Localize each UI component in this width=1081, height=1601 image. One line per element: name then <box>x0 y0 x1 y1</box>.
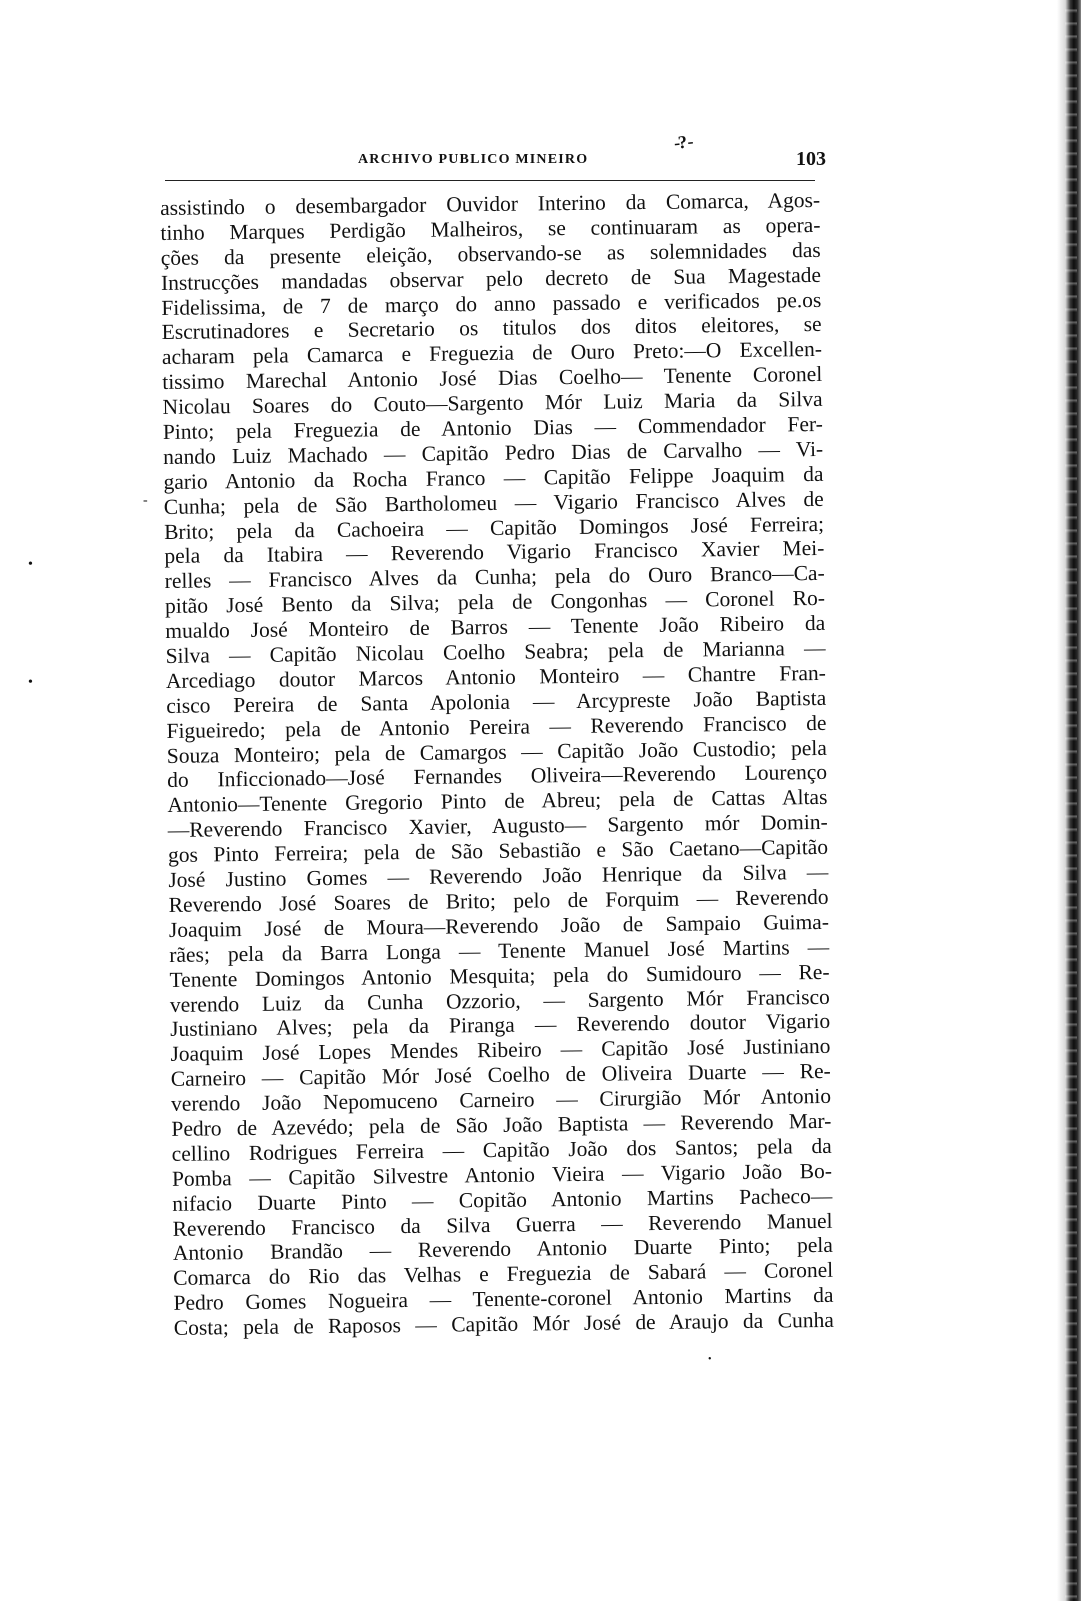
text-line: cisco Pereira de Santa Apolonia — Arcypreste João Baptista <box>166 685 827 718</box>
text-line: Carneiro — Capitão Mór José Coelho de Oliveira Duarte — Re- <box>170 1059 831 1092</box>
text-line: Souza Monteiro; pela de Camargos — Capitão João Custodio; pela <box>166 735 827 768</box>
text-line: gos Pinto Ferreira; pela de São Sebastião e São Caetano—Capitão <box>167 835 829 868</box>
text-line: Pomba — Capitão Silvestre Antonio Vieira — Vigario João Bo- <box>171 1158 833 1191</box>
text-line: nifacio Duarte Pinto — Copitão Antonio Martins Pacheco— <box>172 1183 833 1216</box>
margin-tick: - <box>143 493 148 508</box>
text-line: acharam pela Camarca e Freguezia de Ouro Preto:—O Excellen- <box>161 337 823 370</box>
text-line: Pedro Gomes Nogueira — Tenente-coronel Antonio Martins da <box>173 1283 834 1316</box>
text-line: José Justino Gomes — Reverendo João Henrique da Silva — <box>168 859 829 892</box>
text-line: tinho Marques Perdigão Malheiros, se continuaram as opera- <box>160 212 821 245</box>
margin-bullet: • <box>28 675 33 690</box>
page-number: 103 <box>796 148 826 170</box>
running-title: ARCHIVO PUBLICO MINEIRO <box>358 152 589 167</box>
binding-edge-texture <box>1065 0 1077 1601</box>
text-line: Costa; pela de Raposos — Capitão Mór José de Araujo da Cunha <box>173 1307 834 1340</box>
text-line: rães; pela da Barra Longa — Tenente Manuel José Martins — <box>169 934 830 967</box>
text-line: Arcediago doutor Marcos Antonio Monteiro — Chantre Fran- <box>165 660 827 693</box>
text-line: mualdo José Monteiro de Barros — Tenente João Ribeiro da <box>165 611 826 644</box>
text-line: Antonio Brandão — Reverendo Antonio Duarte Pinto; pela <box>172 1233 834 1266</box>
header-rule <box>165 180 815 181</box>
text-line: relles — Francisco Alves da Cunha; pela do Ouro Branco—Ca- <box>164 561 825 594</box>
text-line: tissimo Marechal Antonio José Dias Coelho— Tenente Coronel <box>162 362 823 395</box>
text-line: do Inficcionado—José Fernandes Oliveira—Reverendo Lourenço <box>166 760 828 793</box>
text-line: verendo João Nepomuceno Carneiro — Cirurgião Mór Antonio <box>170 1083 832 1116</box>
text-line: verendo Luiz da Cunha Ozzorio, — Sargento Mór Francisco <box>169 984 830 1017</box>
text-line: Nicolau Soares do Couto—Sargento Mór Luiz Maria da Silva <box>162 387 823 420</box>
text-line: pitão José Bento da Silva; pela de Congonhas — Coronel Ro- <box>164 586 826 619</box>
text-line: cellino Rodrigues Ferreira — Capitão João dos Santos; pela da <box>171 1133 832 1166</box>
text-line: Instrucções mandadas observar pelo decreto de Sua Magestade <box>160 262 822 295</box>
text-line: Antonio—Tenente Gregorio Pinto de Abreu; pela de Cattas Altas <box>167 785 828 818</box>
text-line: Reverendo Francisco da Silva Guerra — Reverendo Manuel <box>172 1208 833 1241</box>
text-line: Pedro de Azevédo; pela de São João Baptista — Reverendo Mar- <box>171 1108 832 1141</box>
text-line: Joaquim José Lopes Mendes Ribeiro — Capitão José Justiniano <box>170 1034 831 1067</box>
text-line: assistindo o desembargador Ouvidor Interino da Comarca, Agos- <box>160 187 821 220</box>
text-line: —Reverendo Francisco Xavier, Augusto— Sargento mór Domin- <box>167 810 828 843</box>
margin-bullet: • <box>28 557 33 572</box>
text-line: Silva — Capitão Nicolau Coelho Seabra; pela de Marianna — <box>165 635 826 668</box>
handwritten-mark: -? - <box>672 131 693 153</box>
text-line: Brito; pela da Cachoeira — Capitão Domingos José Ferreira; <box>163 511 825 544</box>
body-text <box>160 188 834 1341</box>
text-line: Pinto; pela Freguezia de Antonio Dias — Commendador Fer- <box>162 411 823 444</box>
text-line: Cunha; pela de São Bartholomeu — Vigario Francisco Alves de <box>163 486 824 519</box>
text-line: ções da presente eleição, observando-se as solemnidades das <box>160 237 821 270</box>
text-line: pela da Itabira — Reverendo Vigario Francisco Xavier Mei- <box>164 536 825 569</box>
text-line: nando Luiz Machado — Capitão Pedro Dias de Carvalho — Vi- <box>163 436 824 469</box>
text-line: Figueiredo; pela de Antonio Pereira — Reverendo Francisco de <box>166 710 827 743</box>
page-header <box>358 131 836 174</box>
text-line: Comarca do Rio das Velhas e Freguezia de Sabará — Coronel <box>173 1258 834 1291</box>
text-line: Justiniano Alves; pela da Piranga — Reverendo doutor Vigario <box>170 1009 831 1042</box>
text-line: Joaquim José de Moura—Reverendo João de Sampaio Guima- <box>168 909 830 942</box>
text-line: Reverendo José Soares de Brito; pelo de Forquim — Reverendo <box>168 884 829 917</box>
text-line: gario Antonio da Rocha Franco — Capitão Felippe Joaquim da <box>163 461 824 494</box>
text-line: Escrutinadores e Secretario os titulos dos ditos eleitores, se <box>161 312 822 345</box>
stray-dot: • <box>708 1354 712 1365</box>
text-line: Fidelissima, de 7 de março do anno passado e verificados pe.os <box>161 287 822 320</box>
text-line: Tenente Domingos Antonio Mesquita; pela do Sumidouro — Re- <box>169 959 830 992</box>
